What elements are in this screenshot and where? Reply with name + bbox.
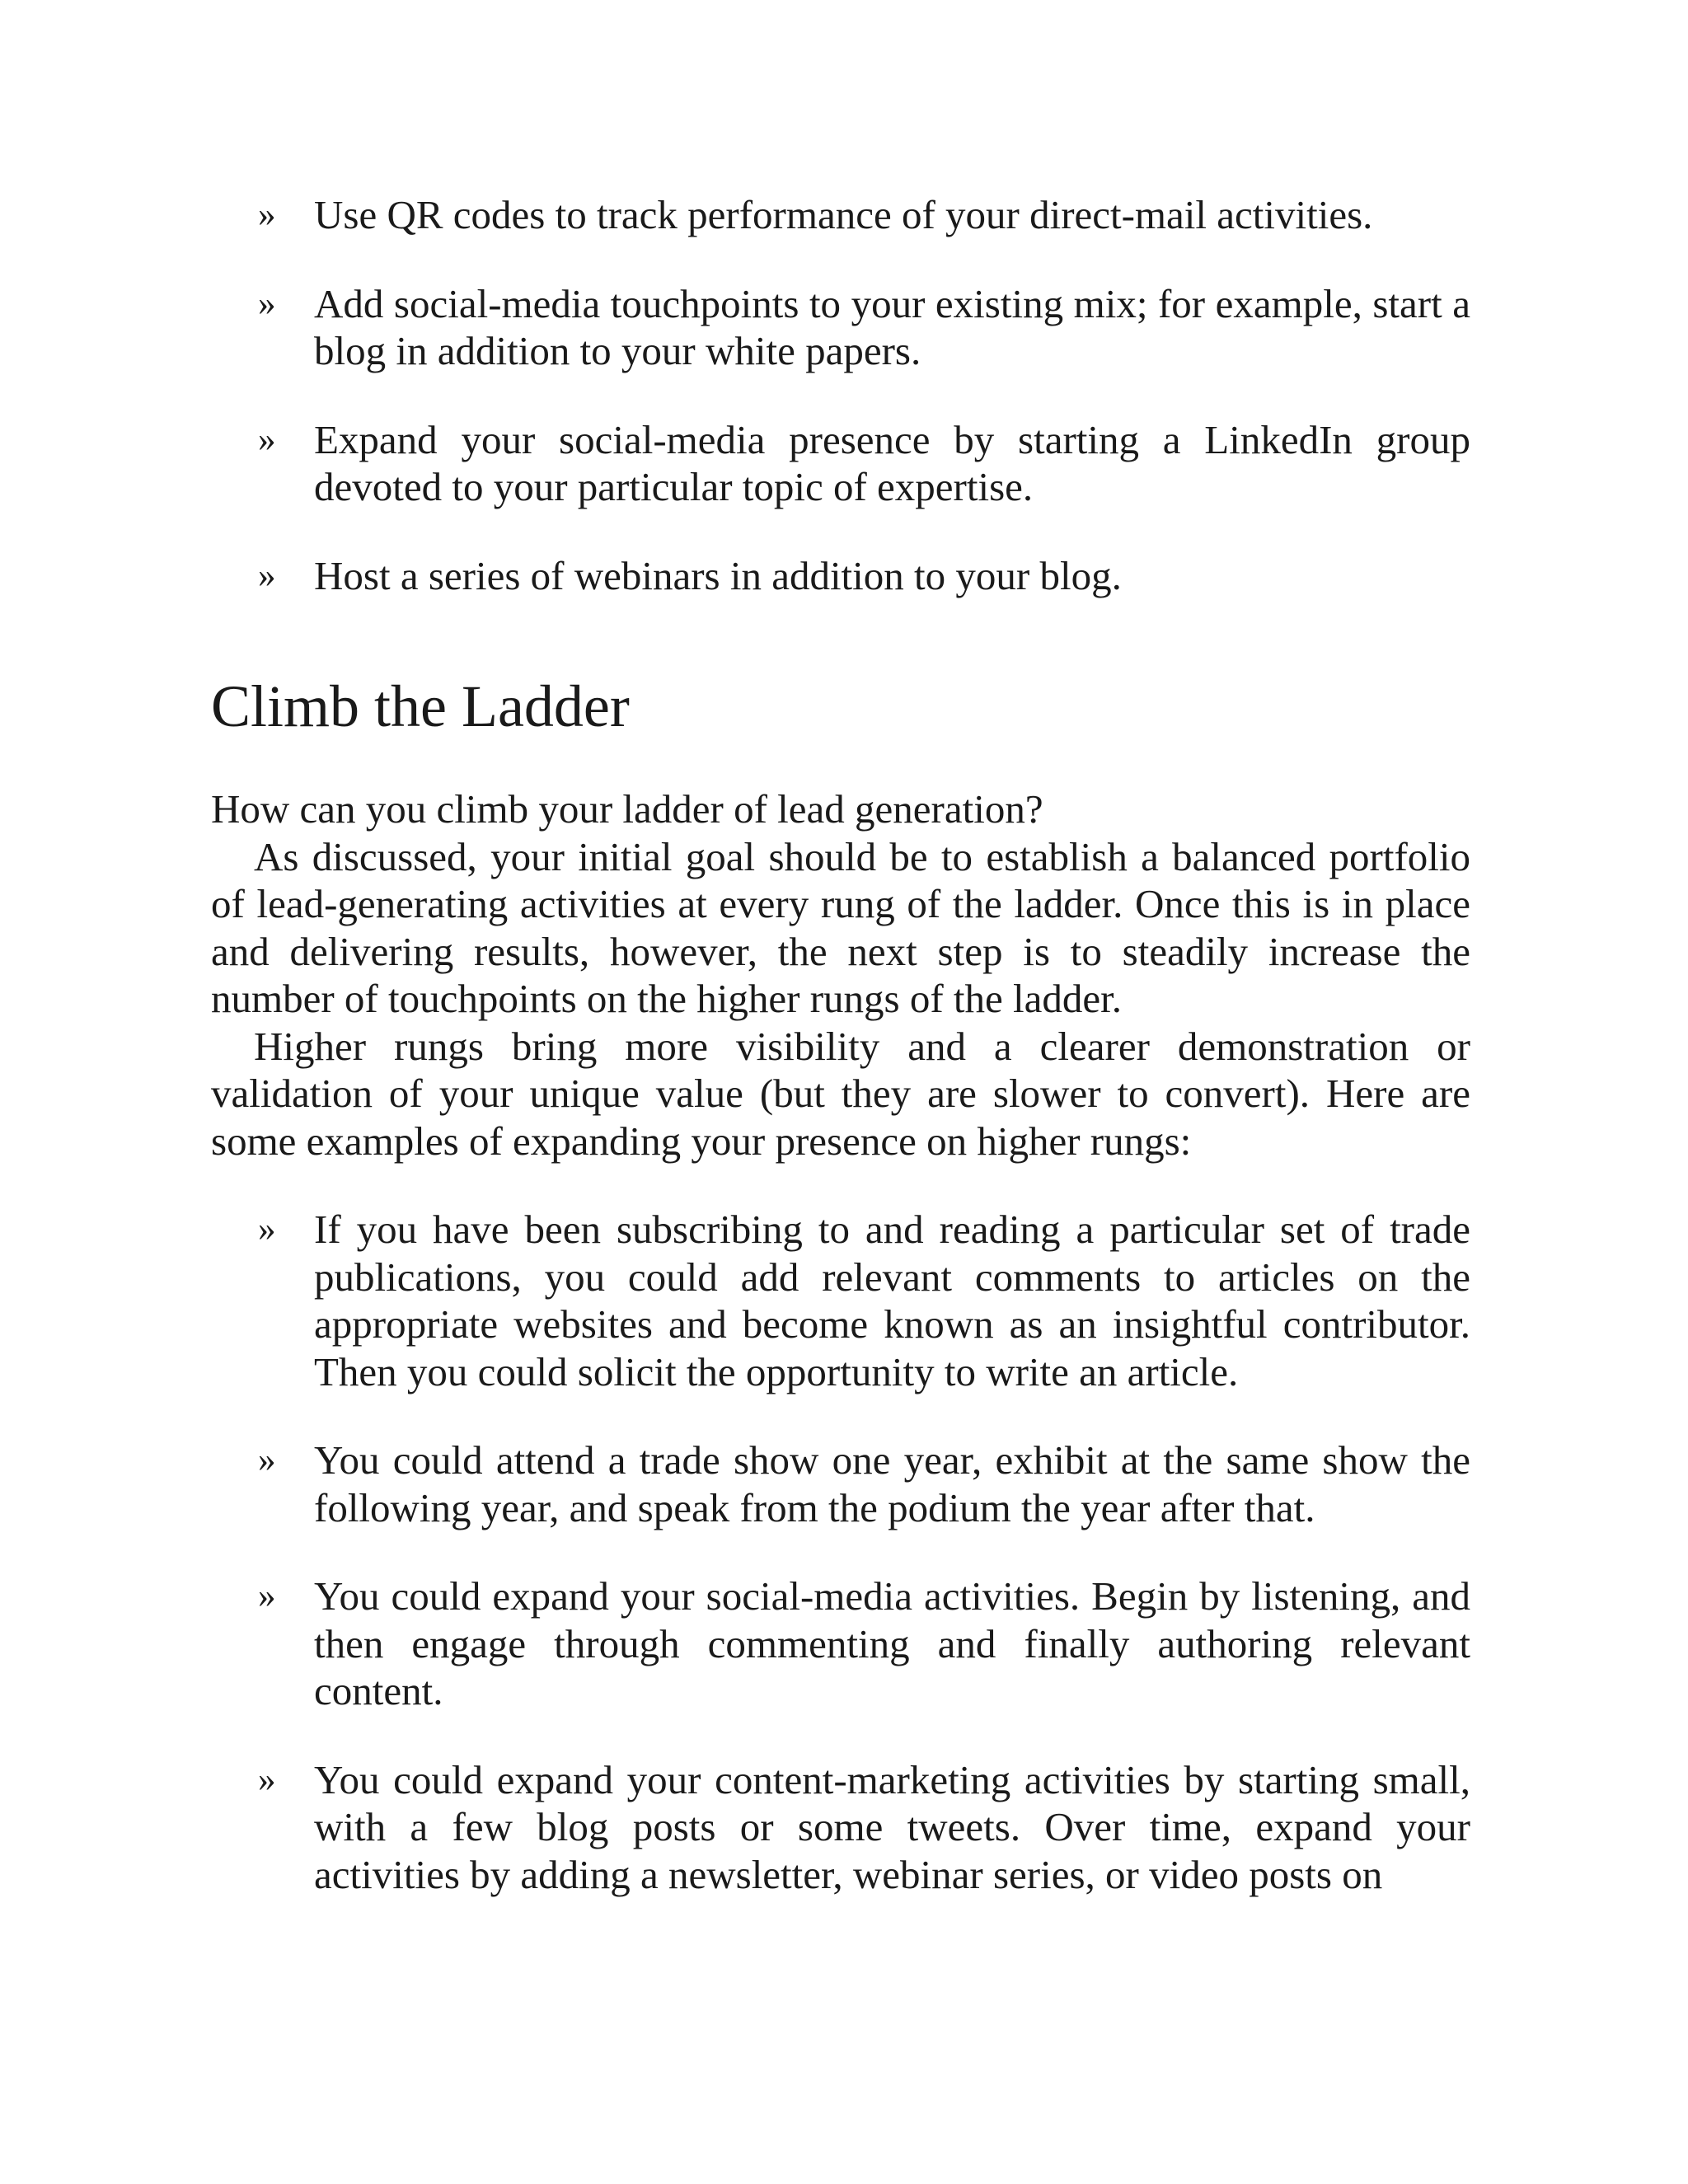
document-page	[211, 191, 1470, 1939]
bullet-marker: »	[258, 1441, 276, 1479]
bullet-marker: »	[258, 195, 276, 234]
section-heading: Climb the Ladder	[211, 673, 630, 739]
bullet-marker: »	[258, 419, 276, 459]
list-item-text: Expand your social-media presence by starting a LinkedIn group devoted to your particular topic of expertise.	[314, 416, 1470, 509]
list-item	[211, 1206, 1470, 1395]
list-item	[211, 1436, 1470, 1531]
intro-paragraph: How can you climb your ladder of lead generation?	[211, 786, 1043, 832]
body-paragraph: Higher rungs bring more visibility and a clearer demonstration or validation of your unique value (but they are slower to convert). Here are some examples of expanding your presence on higher rungs:	[211, 1023, 1470, 1164]
bullet-marker: »	[258, 1210, 276, 1249]
list-item-text: You could expand your social-media activities. Begin by listening, and then engage through commenting and finally authoring relevant content.	[314, 1573, 1470, 1713]
list-item-text: Use QR codes to track performance of your direct-mail activities.	[314, 192, 1373, 237]
body-paragraph: As discussed, your initial goal should be to establish a balanced portfolio of lead-generating activities at every rung of the ladder. Once this is in place and delivering results, however, the next step is to steadily increase the number of touchpoints on the higher rungs of the ladder.	[211, 833, 1470, 1021]
list-item	[211, 1572, 1470, 1715]
list-item	[211, 1756, 1470, 1899]
bullet-marker: »	[258, 1577, 276, 1615]
bullet-marker: »	[258, 284, 276, 323]
list-item	[211, 416, 1470, 511]
list-item-text: If you have been subscribing to and reading a particular set of trade publications, you could add relevant comments to articles on the appropriate websites and become known as an insightful contributor. Then you could solicit the opportunity to write an article.	[314, 1207, 1470, 1394]
list-item	[211, 280, 1470, 375]
top-bullet-list	[211, 191, 1470, 599]
list-item-text: You could expand your content-marketing activities by starting small, with a few blog posts or some tweets. Over time, expand your activities by adding a newsletter, webinar series, or video posts on	[314, 1756, 1470, 1897]
bullet-marker: »	[258, 1760, 276, 1799]
list-item-text: Add social-media touchpoints to your existing mix; for example, start a blog in addition to your white papers.	[314, 280, 1470, 373]
list-item-text: You could attend a trade show one year, exhibit at the same show the following year, and speak from the podium the year after that.	[314, 1437, 1470, 1530]
list-item-text: Host a series of webinars in addition to your blog.	[314, 552, 1122, 598]
bullet-marker: »	[258, 555, 276, 595]
examples-bullet-list	[211, 1206, 1470, 1898]
list-item	[211, 552, 1470, 600]
list-item	[211, 191, 1470, 239]
